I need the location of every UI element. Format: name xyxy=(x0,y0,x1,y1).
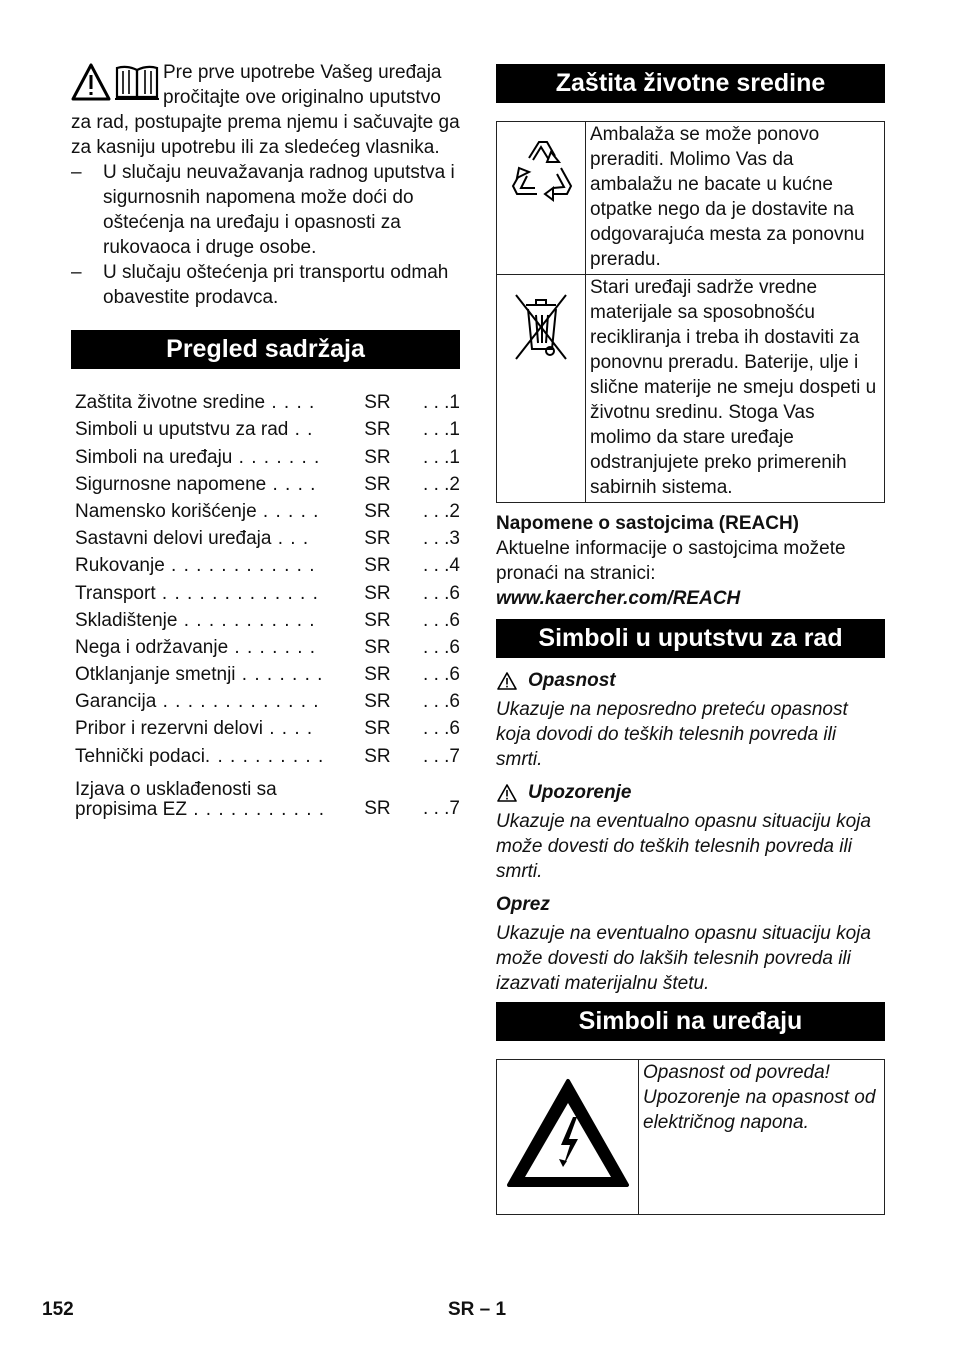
warning-symbol-description: Ukazuje na eventualno opasnu situaciju koja može dovesti do teških telesnih povreda ili smrti. xyxy=(496,811,871,882)
toc-entry-lang: SR xyxy=(364,609,391,631)
toc-entry-page: . . .2 xyxy=(423,500,460,522)
toc-entry-lang: SR xyxy=(364,473,391,495)
recycle-cell xyxy=(497,122,586,275)
toc-leader-dots: . . . xyxy=(271,528,310,550)
table-row xyxy=(497,1060,885,1215)
toc-entry-title: Simboli u uputstvu za rad xyxy=(75,419,289,441)
toc-leader-dots: . . . . . xyxy=(256,500,320,522)
list-item: – U slučaju neuvažavanja radnog uputstva i sigurnosnih napomena može doći do oštećenja na uređaju i opasnosti za rukovaoca i druge osobe. xyxy=(71,160,460,260)
toc-entry[interactable] xyxy=(71,387,460,414)
toc-leader-dots: . . xyxy=(288,419,314,441)
toc-entry[interactable] xyxy=(71,550,460,577)
toc-entry[interactable] xyxy=(71,523,460,550)
toc-entry-lang: SR xyxy=(364,636,391,658)
toc-entry-title: Sastavni delovi uređaja xyxy=(75,528,272,550)
toc-leader-dots: . . . . . . . . . . . . . xyxy=(155,582,319,604)
right-column xyxy=(496,64,885,1215)
toc-heading: Pregled sadržaja xyxy=(71,330,460,369)
danger-symbol-description: Ukazuje na neposredno preteću opasnost koja dovodi do teških telesnih povreda ili smrti. xyxy=(496,699,848,770)
environment-table xyxy=(496,121,885,503)
crossed-bin-cell xyxy=(497,275,586,503)
intro-bullet-list xyxy=(71,160,460,310)
toc-entry-page: . . .6 xyxy=(423,664,460,686)
left-column xyxy=(71,60,460,820)
page-number: 152 xyxy=(42,1299,74,1320)
danger-symbol-title: Opasnost xyxy=(496,668,885,693)
toc-entry-lang: SR xyxy=(364,718,391,740)
recycle-text: Ambalaža se može ponovo preraditi. Molimo Vas da ambalažu ne bacate u kućne otpatke nego da je dostavite na odgovarajuća mesta za ponovnu preradu. xyxy=(586,122,885,275)
toc-entry-page: . . .1 xyxy=(423,419,460,441)
toc-entry[interactable] xyxy=(71,441,460,468)
toc-entry-title: Pribor i rezervni delovi xyxy=(75,718,263,740)
manual-symbols-heading: Simboli u uputstvu za rad xyxy=(496,619,885,658)
toc-leader-dots: . . . . . . . . . . . xyxy=(177,609,316,631)
disposal-text: Stari uređaji sadrže vredne materijale sa sposobnošću recikliranja i treba ih dostaviti za ponovnu preradu. Baterije, ulje i slične materije ne smeju dospeti u životnu sredinu. Stoga Vas molimo da stare uređaje odstranjujete preko primerenih sabirnih sistema. xyxy=(586,275,885,503)
toc-entry[interactable] xyxy=(71,496,460,523)
toc-entry-page: . . .6 xyxy=(423,718,460,740)
table-row xyxy=(497,122,885,275)
toc-entry-lang: SR xyxy=(364,528,391,550)
toc-leader-dots: . . . . . . . xyxy=(232,446,321,468)
electric-hazard-text: Opasnost od povreda! Upozorenje na opasnost od električnog napona. xyxy=(639,1060,885,1215)
warning-icon xyxy=(496,783,518,803)
manual-book-icon xyxy=(115,67,159,99)
toc-entry[interactable] xyxy=(71,577,460,604)
toc-leader-dots: . . . . xyxy=(265,392,316,414)
toc-entry-lang: SR xyxy=(364,691,391,713)
device-symbols-heading: Simboli na uređaju xyxy=(496,1002,885,1041)
toc-leader-dots: . . . . . . . . . . . . xyxy=(164,555,316,577)
toc-entry[interactable] xyxy=(71,632,460,659)
reach-link[interactable]: www.kaercher.com/REACH xyxy=(496,588,741,609)
warning-icon xyxy=(71,62,159,102)
reach-text: Aktuelne informacije o sastojcima možete pronaći na stranici: xyxy=(496,538,846,584)
toc-entry[interactable] xyxy=(71,768,460,820)
toc-entry-page: . . .6 xyxy=(423,691,460,713)
table-row xyxy=(497,275,885,503)
toc-entry-title: Otklanjanje smetnji xyxy=(75,664,236,686)
intro-paragraph: Pre prve upotrebe Vašeg uređaja pročitajte ove originalno uputstvo za rad, postupajte prema njemu i sačuvajte ga za kasniju upotrebu ili za sledećeg vlasnika. xyxy=(71,62,460,158)
toc-entry-title: Transport xyxy=(75,582,156,604)
toc-entry-title: Namensko korišćenje xyxy=(75,500,257,522)
device-symbols-table xyxy=(496,1059,885,1215)
warning-icon xyxy=(496,671,518,691)
recycle-icon xyxy=(501,132,581,212)
toc-entry-page: . . .6 xyxy=(423,636,460,658)
toc-entry-lang: SR xyxy=(364,446,391,468)
toc-entry-page: . . .1 xyxy=(423,392,460,414)
toc-entry-page: . . .6 xyxy=(423,582,460,604)
toc-leader-dots: . . . . xyxy=(262,718,314,740)
toc-entry-title: Nega i održavanje xyxy=(75,636,229,658)
toc-entry[interactable] xyxy=(71,686,460,713)
toc-leader-dots: . . . . . . . . . . . xyxy=(186,798,326,820)
toc-entry-title: Skladištenje xyxy=(75,609,178,631)
toc-entry-lang: SR xyxy=(364,664,391,686)
toc-entry[interactable] xyxy=(71,659,460,686)
toc-leader-dots: . . . . . . . xyxy=(235,664,324,686)
intro-section xyxy=(71,60,460,310)
toc-entry-page: . . .3 xyxy=(423,528,460,550)
toc-entry-page: . . .1 xyxy=(423,446,460,468)
toc-entry-lang: SR xyxy=(364,797,391,819)
toc-entry-lang: SR xyxy=(364,555,391,577)
toc-leader-dots: . . . . . . . xyxy=(228,636,317,658)
toc-entry[interactable] xyxy=(71,605,460,632)
toc-entry-lang: SR xyxy=(364,582,391,604)
toc-entry-title: Rukovanje xyxy=(75,555,165,577)
reach-heading: Napomene o sastojcima (REACH) xyxy=(496,513,800,534)
toc-entry-page: . . .7 xyxy=(423,797,460,819)
toc-entry-page: . . .4 xyxy=(423,555,460,577)
toc-entry[interactable] xyxy=(71,740,460,767)
toc-entry-lang: SR xyxy=(364,745,391,767)
toc-entry-lang: SR xyxy=(364,500,391,522)
electric-hazard-icon xyxy=(503,1075,633,1193)
toc-entry-title: Garancija xyxy=(75,691,157,713)
toc-entry-title-line2: propisima EZ xyxy=(75,798,187,820)
toc-leader-dots: . . . . . . . . . . xyxy=(204,745,325,767)
warning-symbol-title: Upozorenje xyxy=(496,780,885,805)
toc-entry-title-line1: Izjava o usklađenosti sa xyxy=(75,779,277,800)
list-item: – U slučaju oštećenja pri transportu odmah obavestite prodavca. xyxy=(71,260,460,310)
environment-heading: Zaštita životne sredine xyxy=(496,64,885,103)
toc-leader-dots: . . . . . . . . . . . . . xyxy=(156,691,320,713)
crossed-bin-icon xyxy=(506,287,576,367)
toc-entry-lang: SR xyxy=(364,392,391,414)
toc-entry-title: Tehnički podaci xyxy=(75,745,205,767)
electric-hazard-cell xyxy=(497,1060,639,1215)
toc-entry-lang: SR xyxy=(364,419,391,441)
toc-entry-page: . . .2 xyxy=(423,473,460,495)
toc-entry-page: . . .6 xyxy=(423,609,460,631)
toc-entry-page: . . .7 xyxy=(423,745,460,767)
toc-entry[interactable] xyxy=(71,713,460,740)
toc-entry-title: Sigurnosne napomene xyxy=(75,473,267,495)
toc-entry-title: Zaštita životne sredine xyxy=(75,392,266,414)
toc-leader-dots: . . . . xyxy=(266,473,317,495)
toc-entry[interactable] xyxy=(71,414,460,441)
toc-entry[interactable] xyxy=(71,469,460,496)
caution-symbol-title: Oprez xyxy=(496,894,550,915)
caution-symbol-description: Ukazuje na eventualno opasnu situaciju koja može dovesti do lakših telesnih povreda ili izazvati materijalnu štetu. xyxy=(496,923,871,994)
intro-icons xyxy=(71,62,163,108)
toc-entry-title: Simboli na uređaju xyxy=(75,446,233,468)
table-of-contents xyxy=(71,387,460,820)
section-page-label: SR – 1 xyxy=(448,1299,507,1320)
